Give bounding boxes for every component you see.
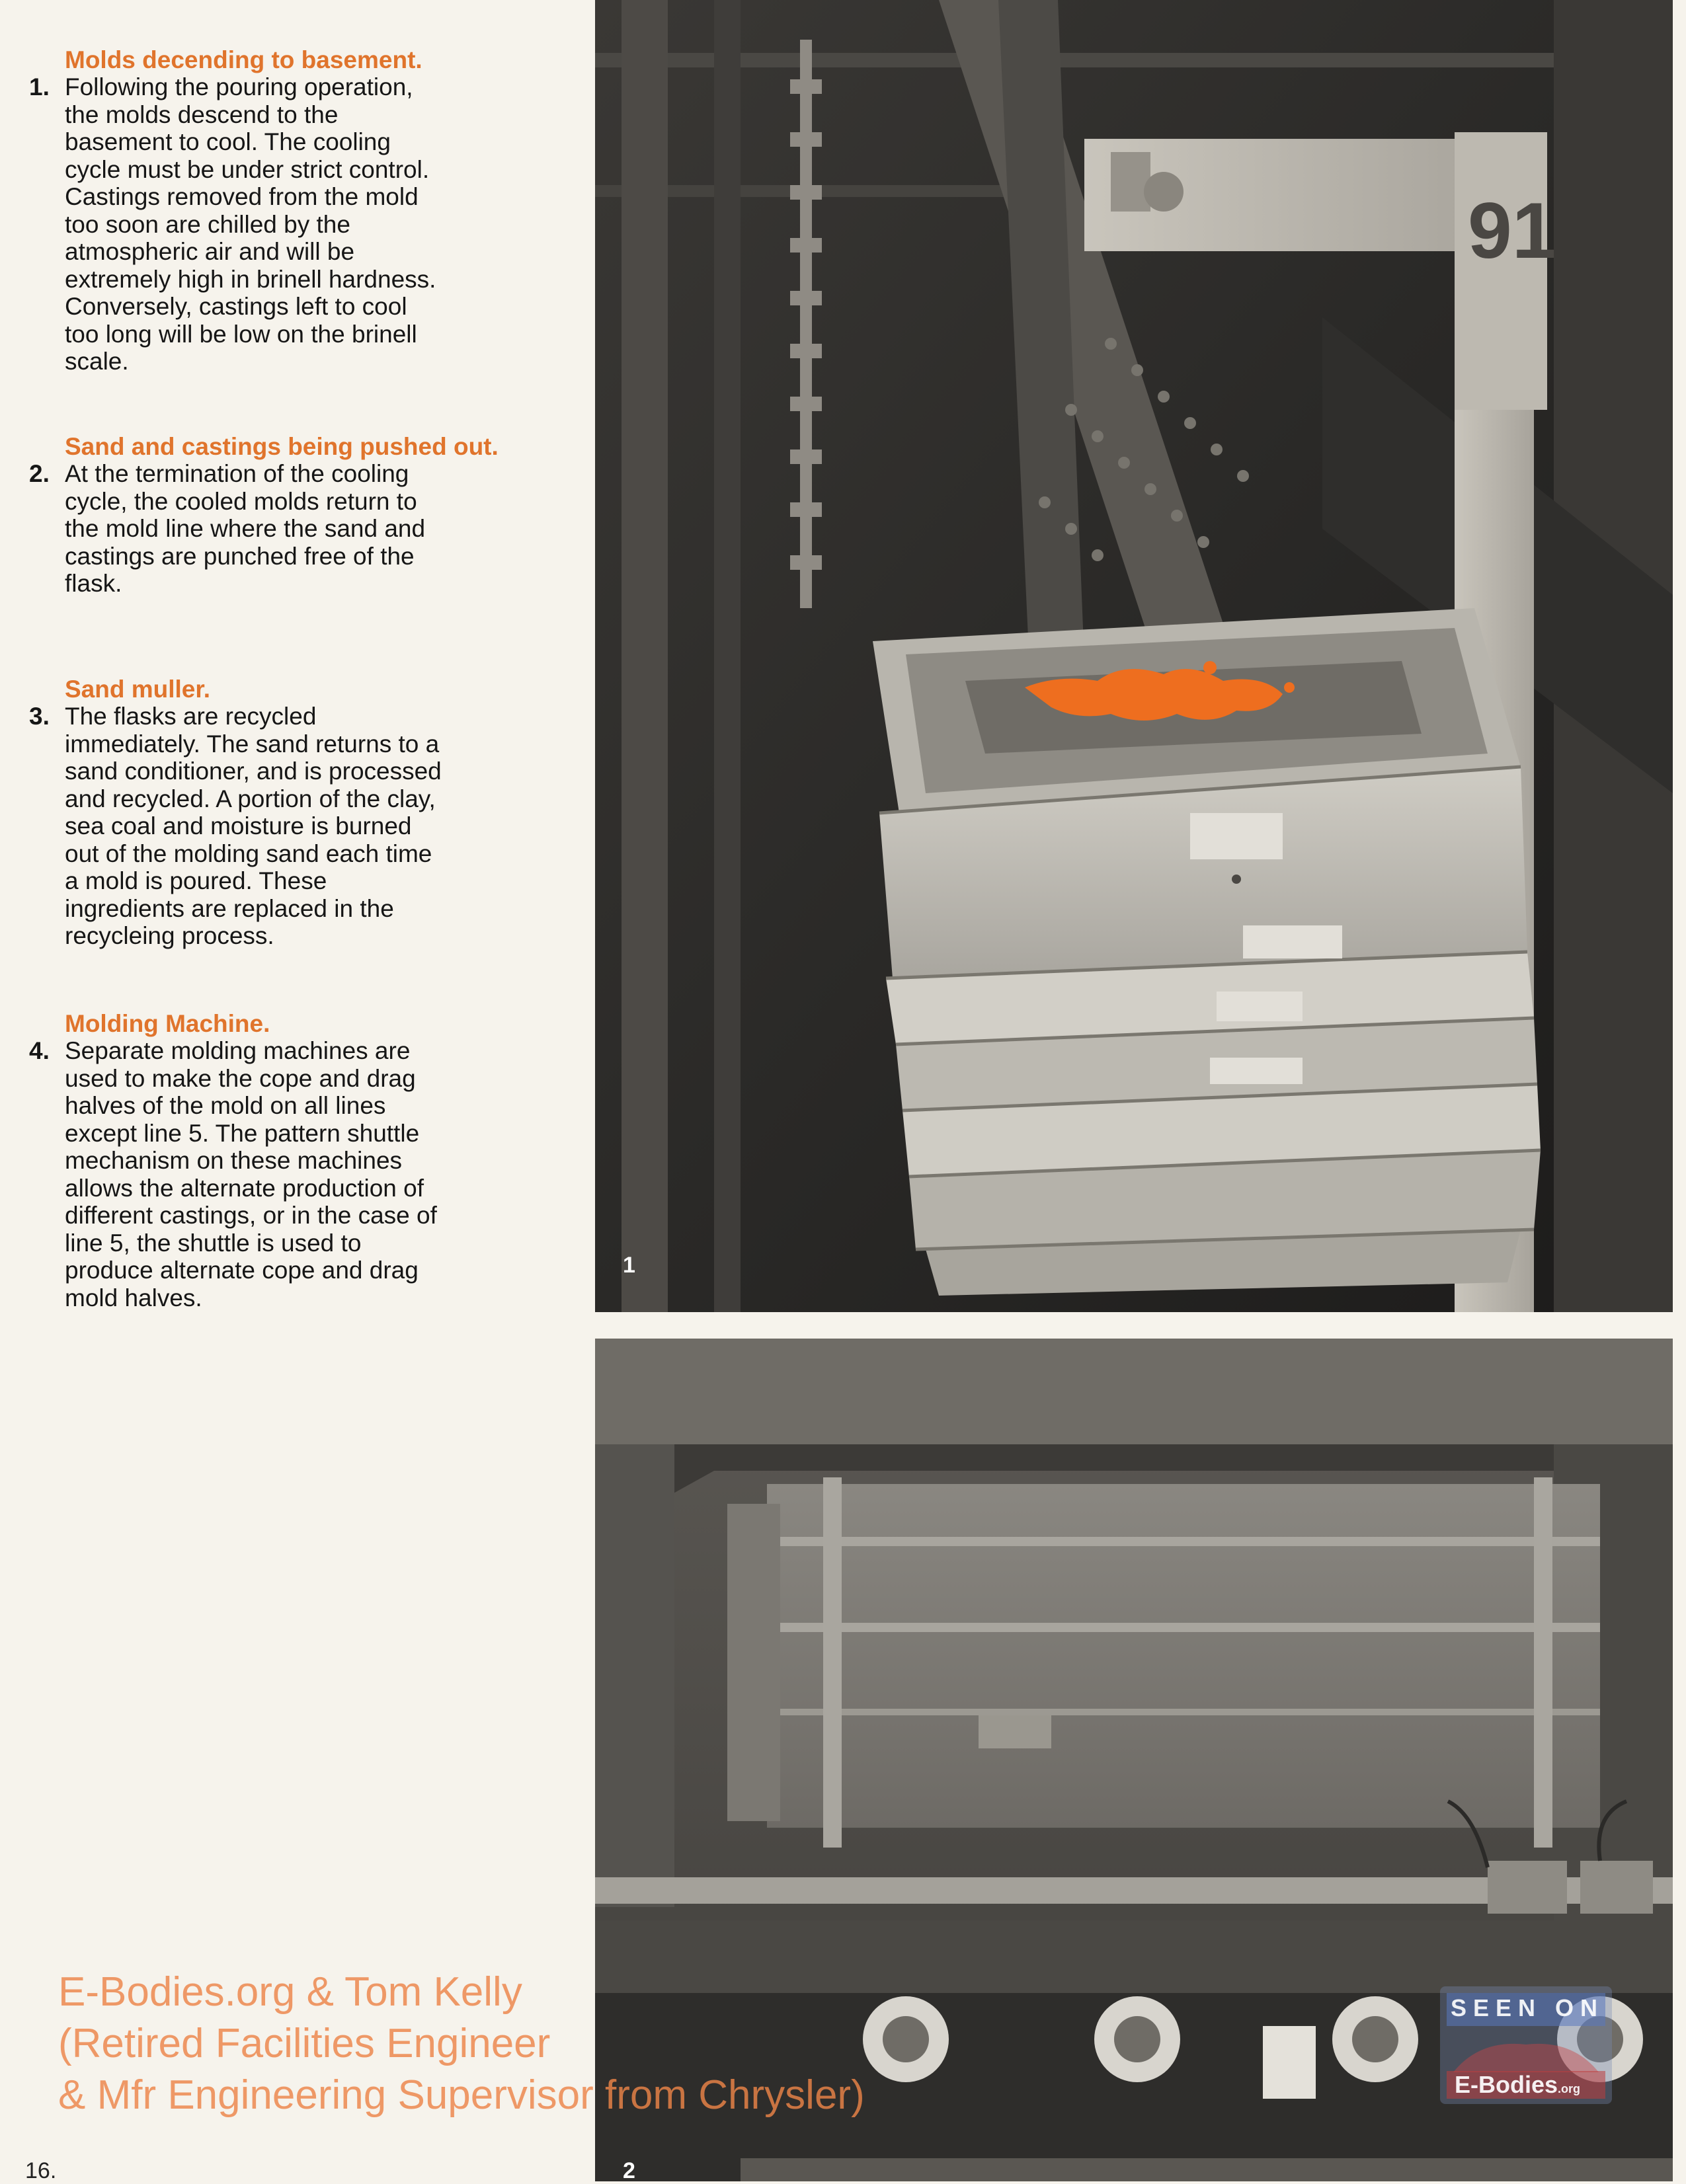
badge-brand: E-Bodies xyxy=(1455,2071,1558,2098)
section-heading: Sand and castings being pushed out. xyxy=(65,433,499,460)
item-body xyxy=(65,703,558,950)
text-line: a mold is poured. These xyxy=(65,867,327,894)
text-line: sand conditioner, and is processed xyxy=(65,758,442,785)
text-line: immediately. The sand returns to a xyxy=(65,730,440,758)
text-line: atmospheric air and will be xyxy=(65,238,355,265)
watermark-line: (Retired Facilities Engineer xyxy=(58,2021,551,2066)
text-line: basement to cool. The cooling xyxy=(65,128,391,155)
section-4 xyxy=(29,1010,558,1311)
section-2 xyxy=(29,433,558,598)
text-line: At the termination of the cooling xyxy=(65,460,409,487)
text-line: Following the pouring operation, xyxy=(65,73,413,100)
text-line: halves of the mold on all lines xyxy=(65,1092,386,1119)
section-item xyxy=(29,460,558,598)
text-line: different castings, or in the case of xyxy=(65,1202,437,1229)
item-number: 4. xyxy=(29,1037,50,1064)
section-item xyxy=(29,73,558,375)
photo-label: 1 xyxy=(623,1253,635,1278)
photo-label: 2 xyxy=(623,2158,635,2181)
text-line: sea coal and moisture is burned xyxy=(65,812,412,839)
text-line: flask. xyxy=(65,570,122,597)
text-line: ingredients are replaced in the xyxy=(65,894,394,922)
text-line: The flasks are recycled xyxy=(65,703,317,730)
hanger-marking: 91 xyxy=(1468,186,1556,275)
badge-bottom-text xyxy=(1455,2071,1580,2099)
text-line: the mold line where the sand and xyxy=(65,515,426,542)
text-line: too soon are chilled by the xyxy=(65,210,350,238)
text-line: the molds descend to the xyxy=(65,100,339,128)
section-item xyxy=(29,1037,558,1311)
text-line: and recycled. A portion of the clay, xyxy=(65,785,436,812)
text-line: except line 5. The pattern shuttle xyxy=(65,1119,420,1147)
item-body xyxy=(65,73,558,375)
credit-watermark xyxy=(58,1967,1050,2121)
text-line: cycle, the cooled molds return to xyxy=(65,487,417,515)
item-number: 3. xyxy=(29,703,50,730)
photo-mold-conveyor xyxy=(595,0,1673,1312)
item-body xyxy=(65,460,558,598)
watermark-line: & Mfr Engineering Supervisor from Chrysler) xyxy=(58,2072,865,2118)
text-line: recycleing process. xyxy=(65,922,274,949)
badge-suffix: .org xyxy=(1558,2082,1581,2095)
seen-on-badge xyxy=(1440,1986,1612,2104)
watermark-line: E-Bodies.org & Tom Kelly xyxy=(58,1969,522,2015)
text-line: extremely high in brinell hardness. xyxy=(65,265,436,293)
text-line: line 5, the shuttle is used to xyxy=(65,1229,362,1257)
section-3 xyxy=(29,676,558,950)
section-heading: Sand muller. xyxy=(65,676,211,703)
section-heading: Molding Machine. xyxy=(65,1010,270,1037)
text-line: produce alternate cope and drag xyxy=(65,1257,419,1284)
text-line: Conversely, castings left to cool xyxy=(65,293,407,320)
text-line: allows the alternate production of xyxy=(65,1174,424,1202)
item-body xyxy=(65,1037,558,1311)
text-line: used to make the cope and drag xyxy=(65,1064,416,1092)
text-line: castings are punched free of the xyxy=(65,542,415,570)
text-line: out of the molding sand each time xyxy=(65,839,432,867)
text-line: Separate molding machines are xyxy=(65,1037,411,1064)
text-line: mechanism on these machines xyxy=(65,1147,403,1174)
text-line: too long will be low on the brinell xyxy=(65,320,417,348)
section-item xyxy=(29,703,558,950)
section-1 xyxy=(29,46,558,375)
page-number: 16. xyxy=(25,2158,57,2183)
text-line: cycle must be under strict control. xyxy=(65,155,430,183)
item-number: 1. xyxy=(29,73,50,100)
badge-top-text: SEEN ON xyxy=(1451,1994,1605,2021)
section-heading: Molds decending to basement. xyxy=(65,46,422,73)
item-number: 2. xyxy=(29,460,50,487)
text-line: Castings removed from the mold xyxy=(65,183,419,210)
text-line: scale. xyxy=(65,348,129,375)
text-line: mold halves. xyxy=(65,1284,202,1311)
